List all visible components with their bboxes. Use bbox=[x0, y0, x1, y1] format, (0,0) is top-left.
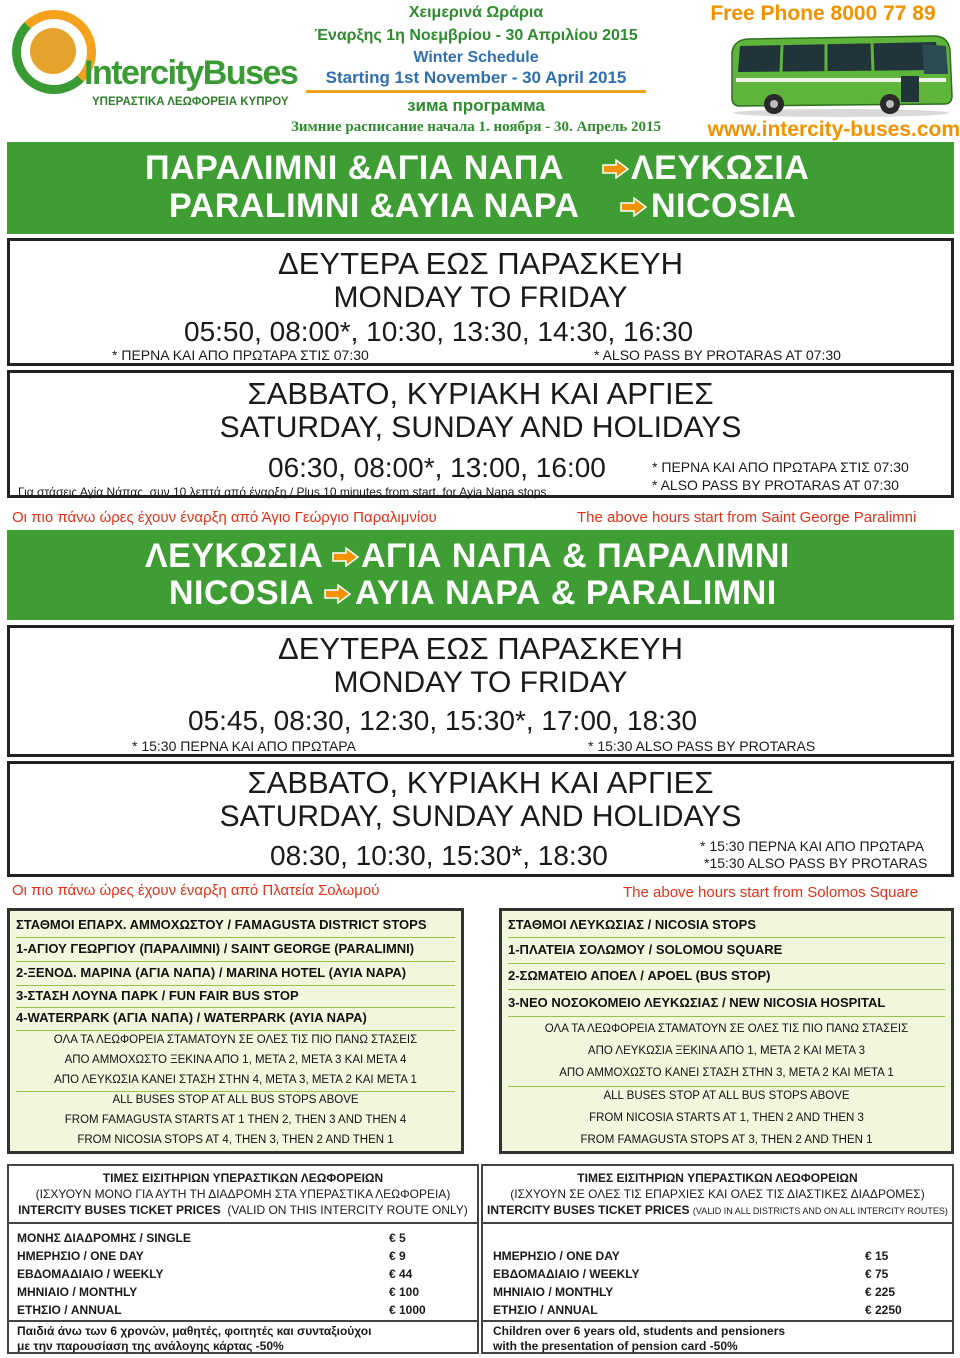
route1-start-note-en: The above hours start from Saint George Paralimni bbox=[577, 509, 917, 526]
ticket-price: € 2250 bbox=[865, 1303, 902, 1317]
route2-banner-gr-from: ΛΕΥΚΩΣΙΑ bbox=[145, 537, 324, 575]
ticket-price: € 44 bbox=[389, 1267, 413, 1281]
ticket-label: ΕΒΔΟΜΑΔΙΑΙΟ / WEEKLY bbox=[17, 1267, 164, 1281]
logo-center-icon bbox=[30, 28, 76, 74]
ticket-subtitle-gr: (ΙΣΧΥΟΥΝ ΜΟΝΟ ΓΙΑ ΑΥΤΗ ΤΗ ΔΙΑΔΡΟΜΗ ΣΤΑ ΥΠΕΡΑΣΤΙΚΑ ΛΕΩΦΟΡΕΙΑ) bbox=[35, 1187, 451, 1201]
ticket-label: ΜΟΝΗΣ ΔΙΑΔΡΟΜΗΣ / SINGLE bbox=[17, 1231, 191, 1245]
ticket-price: € 225 bbox=[865, 1285, 896, 1299]
route2-weekend-gr: ΣΑΒΒΑΤΟ, ΚΥΡΙΑΚΗ ΚΑΙ ΑΡΓΙΕΣ bbox=[247, 765, 714, 800]
route2-weekday-times: 05:45, 08:30, 12:30, 15:30*, 17:00, 18:30 bbox=[188, 705, 698, 736]
ticket-price: € 100 bbox=[389, 1285, 420, 1299]
ticket-footnote: Children over 6 years old, students and pensioners bbox=[493, 1324, 786, 1338]
divider bbox=[16, 1030, 455, 1031]
divider bbox=[9, 1222, 477, 1224]
schedule-heading bbox=[262, 2, 690, 137]
free-phone[interactable]: Free Phone 8000 77 89 bbox=[710, 2, 936, 25]
ticket-footnote: Παιδιά άνω των 6 χρονών, μαθητές, φοιτητές και συνταξιούχοι bbox=[17, 1324, 372, 1338]
ticket-prices-route-box bbox=[7, 1164, 479, 1354]
route1-weekday-times: 05:50, 08:00*, 10:30, 13:30, 14:30, 16:30 bbox=[184, 316, 694, 347]
logo-subtitle: ΥΠΕΡΑΣΤΙΚΑ ΛΕΩΦΟΡΕΙΑ ΚΥΠΡΟΥ bbox=[92, 96, 289, 108]
ticket-label: ΜΗΝΙΑΙΟ / MONTHLY bbox=[493, 1285, 614, 1299]
ticket-label: ΕΤΗΣΙΟ / ANNUAL bbox=[17, 1303, 122, 1317]
ticket-title-gr: ΤΙΜΕΣ ΕΙΣΙΤΗΡΙΩΝ ΥΠΕΡΑΣΤΙΚΩΝ ΛΕΩΦΟΡΕΙΩΝ bbox=[102, 1171, 384, 1185]
route1-weekday-en: MONDAY TO FRIDAY bbox=[333, 281, 628, 314]
divider bbox=[16, 985, 455, 986]
route2-weekend-note-gr: * 15:30 ΠΕΡΝΑ ΚΑΙ ΑΠΟ ΠΡΩΤΑΡΑ bbox=[700, 838, 924, 854]
ticket-title-en-line bbox=[9, 1203, 477, 1217]
route2-weekday-note-gr: * 15:30 ΠΕΡΝΑ ΚΑΙ ΑΠΟ ΠΡΩΤΑΡΑ bbox=[132, 738, 356, 754]
ticket-title-en-line bbox=[483, 1203, 952, 1217]
stop-item: 2-ΞΕΝΟΔ. ΜΑΡΙΝΑ (ΑΓΙΑ ΝΑΠΑ) / MARINA HOTEL (AYIA NAPA) bbox=[16, 965, 407, 980]
route1-banner-gr-to: ΛΕΥΚΩΣΙΑ bbox=[631, 149, 810, 187]
route1-weekend-en: SATURDAY, SUNDAY AND HOLIDAYS bbox=[219, 411, 742, 444]
divider bbox=[508, 989, 945, 990]
route2-banner-en-to: ΑΥΙΑ ΝΑΡΑ & PARALIMNI bbox=[355, 574, 777, 612]
route1-weekday-note-en: * ALSO PASS BY PROTARAS AT 07:30 bbox=[594, 347, 841, 363]
russian-dates: Зимние расписание начала 1. ноября - 30. Апрель 2015 bbox=[290, 119, 662, 135]
logo-name: IntercityBuses bbox=[84, 54, 298, 92]
stop-note: ΟΛΑ ΤΑ ΛΕΩΦΟΡΕΙΑ ΣΤΑΜΑΤΟΥΝ ΣΕ ΟΛΕΣ ΤΙΣ ΠΙΟ ΠΑΝΩ ΣΤΑΣΕΙΣ bbox=[544, 1023, 909, 1035]
stop-note: ALL BUSES STOP AT ALL BUS STOPS ABOVE bbox=[603, 1090, 850, 1102]
divider bbox=[483, 1222, 952, 1224]
ticket-subtitle-en: (VALID ON THIS INTERCITY ROUTE ONLY) bbox=[227, 1203, 468, 1217]
route2-banner-gr-to: ΑΓΙΑ ΝΑΠΑ & ΠΑΡΑΛΙΜΝΙ bbox=[361, 537, 790, 575]
stop-note: ΟΛΑ ΤΑ ΛΕΩΦΟΡΕΙΑ ΣΤΑΜΑΤΟΥΝ ΣΕ ΟΛΕΣ ΤΙΣ ΠΙΟ ΠΑΝΩ ΣΤΑΣΕΙΣ bbox=[53, 1034, 418, 1046]
divider bbox=[16, 1007, 455, 1008]
ticket-price: € 5 bbox=[389, 1231, 406, 1245]
arrow-right-icon bbox=[331, 547, 359, 567]
stop-note: FROM FAMAGUSTA STARTS AT 1 THEN 2, THEN 3 AND THEN 4 bbox=[64, 1114, 407, 1126]
stop-note: FROM NICOSIA STOPS AT 4, THEN 3, THEN 2 AND THEN 1 bbox=[77, 1134, 394, 1146]
divider bbox=[16, 961, 455, 962]
ticket-footnote: με την παρουσίαση της ανάλογης κάρτας -50% bbox=[17, 1339, 284, 1353]
route2-weekday-note-en: * 15:30 ALSO PASS BY PROTARAS bbox=[588, 738, 816, 754]
intercity-logo[interactable] bbox=[8, 8, 298, 108]
page-header bbox=[0, 0, 960, 140]
divider bbox=[508, 1016, 945, 1017]
route2-banner bbox=[7, 530, 954, 620]
ticket-label: ΕΤΗΣΙΟ / ANNUAL bbox=[493, 1303, 598, 1317]
stop-note: ΑΠΟ ΛΕΥΚΩΣΙΑ ΞΕΚΙΝΑ ΑΠΟ 1, ΜΕΤΑ 2 ΚΑΙ ΜΕΤΑ 3 bbox=[587, 1045, 866, 1057]
route2-weekend-times: 08:30, 10:30, 15:30*, 18:30 bbox=[270, 840, 608, 871]
route2-weekday-gr: ΔΕΥΤΕΡΑ ΕΩΣ ΠΑΡΑΣΚΕΥΗ bbox=[278, 631, 683, 666]
famagusta-stops-box bbox=[7, 908, 464, 1154]
ticket-subtitle-en: (VALID IN ALL DISTRICTS AND ON ALL INTERCITY ROUTES) bbox=[692, 1206, 948, 1216]
ticket-label: ΜΗΝΙΑΙΟ / MONTHLY bbox=[17, 1285, 138, 1299]
route1-banner-en-from: PARALIMNI &AYIA NAPA bbox=[169, 187, 580, 225]
ticket-price: € 15 bbox=[865, 1249, 889, 1263]
route1-banner-gr-from: ΠΑΡΑΛΙΜΝΙ &ΑΓΙΑ ΝΑΠΑ bbox=[145, 149, 564, 187]
ticket-label: ΗΜΕΡΗΣΙΟ / ONE DAY bbox=[493, 1249, 620, 1263]
route1-banner-en-to: NICOSIA bbox=[651, 187, 797, 225]
divider bbox=[16, 937, 455, 938]
divider bbox=[483, 1320, 952, 1322]
divider bbox=[16, 1091, 455, 1092]
route2-weekday-en: MONDAY TO FRIDAY bbox=[333, 666, 628, 699]
route1-weekend-note-gr: * ΠΕΡΝΑ ΚΑΙ ΑΠΟ ΠΡΩΤΑΡΑ ΣΤΙΣ 07:30 bbox=[652, 459, 909, 475]
route2-weekend-en: SATURDAY, SUNDAY AND HOLIDAYS bbox=[219, 800, 742, 833]
ticket-label: ΕΒΔΟΜΑΔΙΑΙΟ / WEEKLY bbox=[493, 1267, 640, 1281]
divider bbox=[508, 1086, 945, 1087]
ticket-price: € 9 bbox=[389, 1249, 406, 1263]
ticket-title-gr: ΤΙΜΕΣ ΕΙΣΙΤΗΡΙΩΝ ΥΠΕΡΑΣΤΙΚΩΝ ΛΕΩΦΟΡΕΙΩΝ bbox=[577, 1171, 858, 1185]
route2-start-note-en: The above hours start from Solomos Square bbox=[623, 884, 919, 901]
divider bbox=[9, 1320, 477, 1322]
route1-weekday-gr: ΔΕΥΤΕΡΑ ΕΩΣ ΠΑΡΑΣΚΕΥΗ bbox=[278, 246, 683, 281]
russian-title: зима программа bbox=[407, 96, 545, 115]
bus-icon bbox=[726, 30, 956, 118]
route2-banner-en-from: NICOSIA bbox=[169, 574, 315, 612]
route1-start-note-gr: Οι πιο πάνω ώρες έχουν έναρξη από Άγιο Γεώργιο Παραλιμνίου bbox=[12, 509, 437, 526]
route2-start-note-gr: Οι πιο πάνω ώρες έχουν έναρξη από Πλατεία Σολωμού bbox=[12, 882, 380, 899]
ticket-label: ΗΜΕΡΗΣΙΟ / ONE DAY bbox=[17, 1249, 144, 1263]
stop-item: 2-ΣΩΜΑΤΕΙΟ ΑΠΟΕΛ / APOEL (BUS STOP) bbox=[508, 968, 771, 983]
ticket-footnote: with the presentation of pension card -50% bbox=[493, 1339, 738, 1353]
divider bbox=[508, 937, 945, 938]
arrow-right-icon bbox=[601, 159, 629, 179]
english-dates: Starting 1st November - 30 April 2015 bbox=[325, 68, 627, 87]
english-title: Winter Schedule bbox=[413, 49, 539, 66]
route1-weekday-note-gr: * ΠΕΡΝΑ ΚΑΙ ΑΠΟ ΠΡΩΤΑΡΑ ΣΤΙΣ 07:30 bbox=[112, 347, 369, 363]
stop-item: 3-ΣΤΑΣΗ ΛΟΥΝΑ ΠΑΡΚ / FUN FAIR BUS STOP bbox=[16, 988, 299, 1003]
ticket-title-en: INTERCITY BUSES TICKET PRICES bbox=[18, 1203, 221, 1217]
ticket-subtitle-gr: (ΙΣΧΥΟΥΝ ΣΕ ΟΛΕΣ ΤΙΣ ΕΠΑΡΧΙΕΣ ΚΑΙ ΟΛΕΣ ΤΙΣ ΔΙΑΣΤΙΚΕΣ ΔΙΑΔΡΟΜΕΣ) bbox=[510, 1187, 925, 1201]
famagusta-stops-title: ΣΤΑΘΜΟΙ ΕΠΑΡΧ. ΑΜΜΟΧΩΣΤΟΥ / FAMAGUSTA DISTRICT STOPS bbox=[16, 917, 427, 932]
stop-note: ΑΠΟ ΑΜΜΟΧΩΣΤΟ ΞΕΚΙΝΑ ΑΠΟ 1, ΜΕΤΑ 2, ΜΕΤΑ 3 ΚΑΙ ΜΕΤΑ 4 bbox=[64, 1054, 407, 1066]
stop-item: 4-WATERPARK (ΑΓΙΑ ΝΑΠΑ) / WATERPARK (AYIA NAPA) bbox=[16, 1010, 367, 1025]
heading-divider bbox=[306, 90, 646, 93]
stop-note: FROM NICOSIA STARTS AT 1, THEN 2 AND THEN 3 bbox=[589, 1112, 864, 1124]
ayia-napa-note: Για στάσεις Αγία Νάπας, συν 10 λεπτά από έναρξη / Plus 10 minutes from start, for Ayia Napa stops bbox=[18, 485, 547, 499]
greek-dates: Έναρξης 1η Νοεμβρίου - 30 Απριλίου 2015 bbox=[314, 27, 638, 44]
nicosia-stops-box bbox=[499, 908, 954, 1154]
ticket-prices-all-box bbox=[481, 1164, 954, 1354]
stop-item: 3-ΝΕΟ ΝΟΣΟΚΟΜΕΙΟ ΛΕΥΚΩΣΙΑΣ / NEW NICOSIA HOSPITAL bbox=[508, 995, 886, 1010]
divider bbox=[508, 963, 945, 964]
stop-item: 1-ΠΛΑΤΕΙΑ ΣΟΛΩΜΟΥ / SOLOMOU SQUARE bbox=[508, 942, 783, 957]
greek-title: Χειμερινά Ωράρια bbox=[408, 4, 544, 21]
website-link[interactable]: www.intercity-buses.com bbox=[707, 118, 960, 141]
route1-weekend-times: 06:30, 08:00*, 13:00, 16:00 bbox=[268, 452, 606, 483]
stop-note: ΑΠΟ ΛΕΥΚΩΣΙΑ ΚΑΝΕΙ ΣΤΑΣΗ ΣΤΗΝ 4, ΜΕΤΑ 3, ΜΕΤΑ 2 ΚΑΙ ΜΕΤΑ 1 bbox=[54, 1074, 417, 1086]
arrow-right-icon bbox=[323, 584, 351, 604]
ticket-price: € 1000 bbox=[389, 1303, 426, 1317]
arrow-right-icon bbox=[619, 197, 647, 217]
nicosia-stops-title: ΣΤΑΘΜΟΙ ΛΕΥΚΩΣΙΑΣ / NICOSIA STOPS bbox=[508, 917, 757, 932]
route1-banner bbox=[7, 142, 954, 234]
route1-weekend-gr: ΣΑΒΒΑΤΟ, ΚΥΡΙΑΚΗ ΚΑΙ ΑΡΓΙΕΣ bbox=[247, 376, 714, 411]
stop-note: ALL BUSES STOP AT ALL BUS STOPS ABOVE bbox=[112, 1094, 359, 1106]
route1-weekend-note-en: * ALSO PASS BY PROTARAS AT 07:30 bbox=[652, 477, 899, 493]
ticket-title-en: INTERCITY BUSES TICKET PRICES bbox=[487, 1203, 690, 1217]
route2-weekend-note-en: *15:30 ALSO PASS BY PROTARAS bbox=[704, 855, 928, 871]
ticket-price: € 75 bbox=[865, 1267, 889, 1281]
stop-note: ΑΠΟ ΑΜΜΟΧΩΣΤΟ ΚΑΝΕΙ ΣΤΑΣΗ ΣΤΗΝ 3, ΜΕΤΑ 2 ΚΑΙ ΜΕΤΑ 1 bbox=[559, 1067, 894, 1079]
stop-item: 1-ΑΓΙΟΥ ΓΕΩΡΓΙΟΥ (ΠΑΡΑΛΙΜΝΙ) / SAINT GEORGE (PARALIMNI) bbox=[16, 941, 415, 956]
stop-note: FROM FAMAGUSTA STOPS AT 3, THEN 2 AND THEN 1 bbox=[580, 1134, 873, 1146]
